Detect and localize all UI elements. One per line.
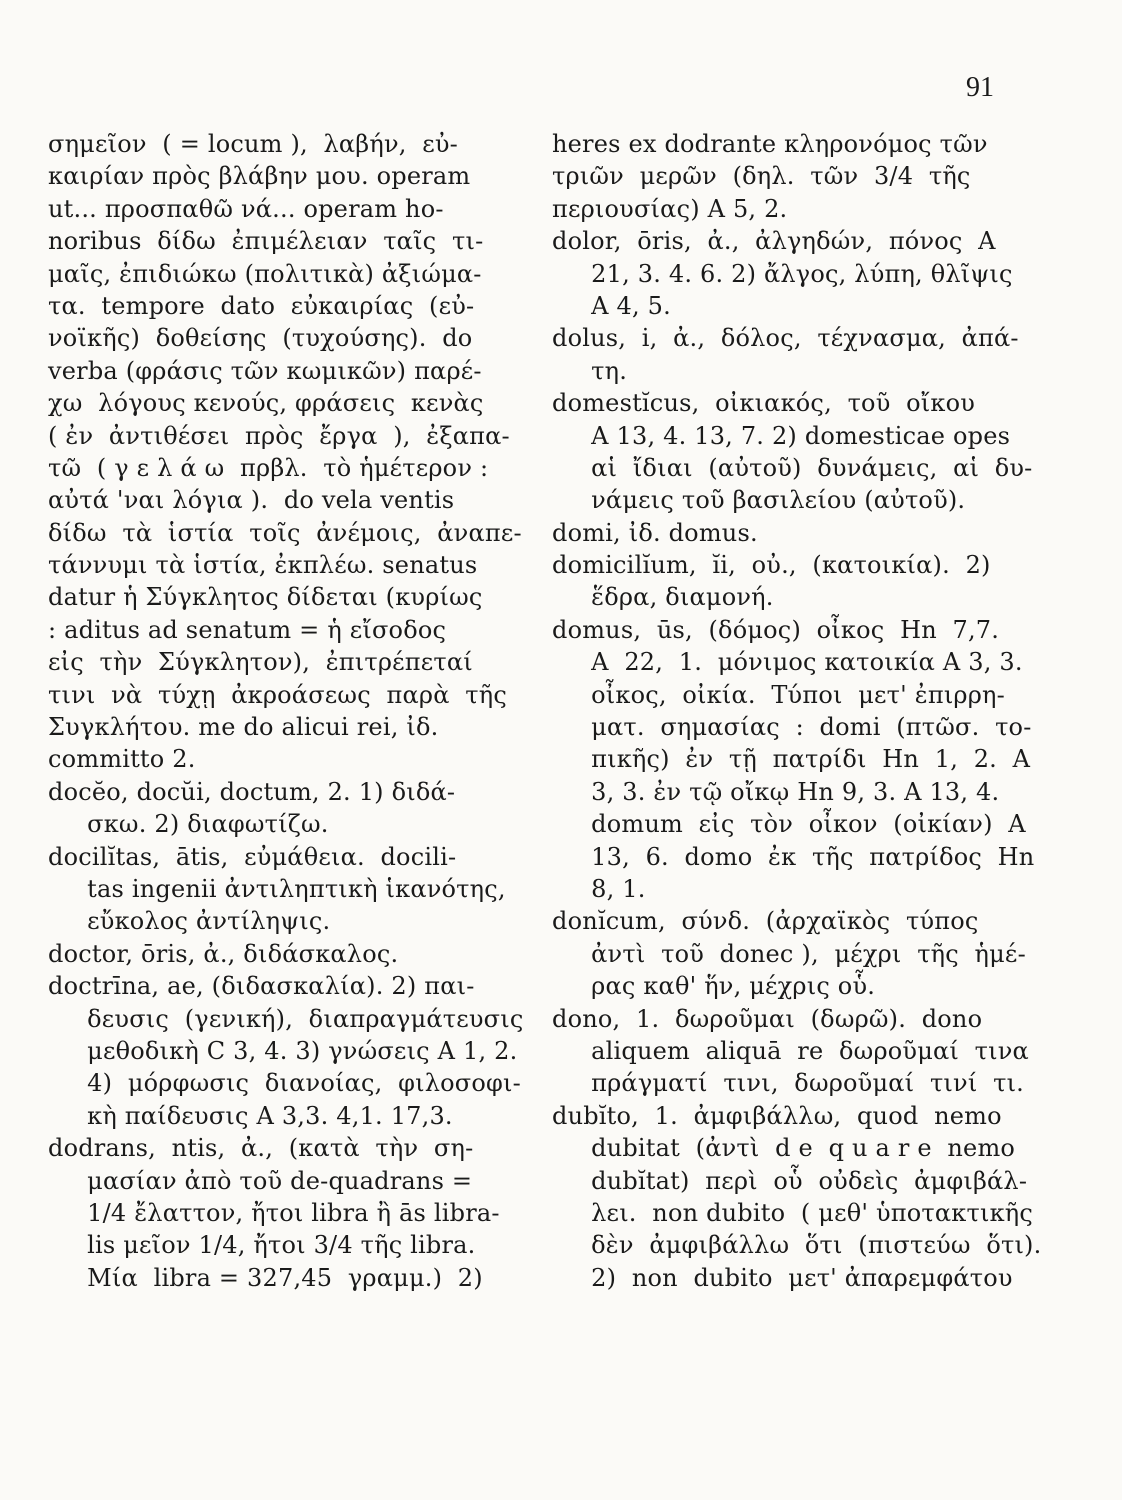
text-line: εἰς τὴν Σύγκλητον), ἐπιτρέπεταί bbox=[48, 648, 473, 677]
text-line: Συγκλήτου. me do alicui rei, ἰδ. bbox=[48, 713, 439, 742]
left-column bbox=[48, 128, 524, 1294]
text-line: περιουσίας) Α 5, 2. bbox=[552, 194, 788, 223]
text-line: 2) non dubito μετ' ἀπαρεμφάτου bbox=[552, 1263, 1013, 1292]
text-line: dodrans, ntis, ἀ., (κατὰ τὴν ση- bbox=[48, 1134, 474, 1163]
text-line: domestĭcus, οἰκιακός, τοῦ οἴκου bbox=[552, 389, 976, 418]
text-line: αὐτά 'ναι λόγια ). do vela ventis bbox=[48, 486, 455, 515]
text-line: 3, 3. ἐν τῷ οἴκῳ Hn 9, 3. Α 13, 4. bbox=[552, 777, 1000, 806]
text-line: dono, 1. δωροῦμαι (δωρῶ). dono bbox=[552, 1004, 983, 1033]
text-line: πράγματί τινι, δωροῦμαί τινί τι. bbox=[552, 1069, 1025, 1098]
text-line: καιρίαν πρὸς βλάβην μου. operam bbox=[48, 162, 471, 191]
text-line: dolor, ōris, ἀ., ἀλγηδών, πόνος Α bbox=[552, 227, 996, 256]
text-line: ρας καθ' ἥν, μέχρις οὗ. bbox=[552, 972, 876, 1001]
text-line: : aditus ad senatum = ἡ εἴσοδος bbox=[48, 615, 447, 644]
text-line: 21, 3. 4. 6. 2) ἄλγος, λύπη, θλῖψις bbox=[552, 259, 1013, 288]
text-line: οἶκος, οἰκία. Τύποι μετ' ἐπιρρη- bbox=[552, 680, 1005, 709]
text-line: δευσις (γενική), διαπραγμάτευσις bbox=[48, 1004, 524, 1033]
text-line: δὲν ἀμφιβάλλω ὅτι (πιστεύω ὅτι). bbox=[552, 1231, 1042, 1260]
text-line: ut... προσπαθῶ νά... operam ho- bbox=[48, 194, 444, 223]
text-line: 1/4 ἔλαττον, ἤτοι libra ἢ ās libra- bbox=[48, 1198, 500, 1227]
text-line: domi, ἰδ. domus. bbox=[552, 518, 758, 547]
text-line: doctor, ōris, ἀ., διδάσκαλος. bbox=[48, 939, 399, 968]
text-line: doctrīna, ae, (διδασκαλία). 2) παι- bbox=[48, 972, 475, 1001]
text-line: σκω. 2) διαφωτίζω. bbox=[48, 810, 329, 839]
text-line: docĕo, docŭi, doctum, 2. 1) διδά- bbox=[48, 777, 456, 806]
text-line: ἀντὶ τοῦ donec ), μέχρι τῆς ἡμέ- bbox=[552, 939, 1026, 968]
text-line: ( ἐν ἀντιθέσει πρὸς ἔργα ), ἐξαπα- bbox=[48, 421, 510, 450]
text-line: donĭcum, σύνδ. (ἀρχαϊκὸς τύπος bbox=[552, 907, 979, 936]
text-line: Α 13, 4. 13, 7. 2) domesticae opes bbox=[552, 421, 1011, 450]
text-line: domus, ūs, (δόμος) οἶκος Hn 7,7. bbox=[552, 615, 1000, 644]
text-line: τάννυμι τὰ ἱστία, ἐκπλέω. senatus bbox=[48, 551, 478, 580]
text-line: μαῖς, ἐπιδιώκω (πολιτικὰ) ἀξιώμα- bbox=[48, 259, 482, 288]
text-line: lis μεῖον 1/4, ἤτοι 3/4 τῆς libra. bbox=[48, 1231, 476, 1260]
text-line: τη. bbox=[552, 356, 628, 385]
text-line: committo 2. bbox=[48, 745, 196, 774]
text-line: ἕδρα, διαμονή. bbox=[552, 583, 774, 612]
text-line: μασίαν ἀπὸ τοῦ de-quadrans = bbox=[48, 1166, 473, 1195]
text-line: noribus δίδω ἐπιμέλειαν ταῖς τι- bbox=[48, 227, 484, 256]
text-line: heres ex dodrante κληρονόμος τῶν bbox=[552, 130, 988, 158]
text-line: λει. non dubito ( μεθ' ὑποτακτικῆς bbox=[552, 1198, 1033, 1227]
text-line: δίδω τὰ ἱστία τοῖς ἀνέμοις, ἀναπε- bbox=[48, 518, 522, 547]
text-line: domicilĭum, ĭi, οὐ., (κατοικία). 2) bbox=[552, 551, 991, 580]
text-line: dubĭtat) περὶ οὗ οὐδεὶς ἀμφιβάλ- bbox=[552, 1166, 1028, 1195]
text-line: dubitat (ἀντὶ d e q u a r e nemo bbox=[552, 1134, 1016, 1163]
text-line: 8, 1. bbox=[552, 874, 646, 903]
page-number: 91 bbox=[966, 72, 994, 103]
text-line: σημεῖον ( = locum ), λαβήν, εὐ- bbox=[48, 130, 458, 158]
text-line: τριῶν μερῶν (δηλ. τῶν 3/4 τῆς bbox=[552, 162, 971, 191]
text-line: πικῆς) ἐν τῇ πατρίδι Hn 1, 2. Α bbox=[552, 745, 1031, 774]
text-line: Μία libra = 327,45 γραμμ.) 2) bbox=[48, 1263, 483, 1292]
text-line: 13, 6. domo ἐκ τῆς πατρίδος Hn bbox=[552, 842, 1035, 871]
text-line: αἱ ἴδιαι (αὐτοῦ) δυνάμεις, αἱ δυ- bbox=[552, 453, 1033, 482]
text-line: ματ. σημασίας : domi (πτῶσ. το- bbox=[552, 713, 1032, 742]
text-line: κὴ παίδευσις Α 3,3. 4,1. 17,3. bbox=[48, 1101, 453, 1130]
text-line: μεθοδικὴ C 3, 4. 3) γνώσεις Α 1, 2. bbox=[48, 1036, 518, 1065]
text-line: datur ἡ Σύγκλητος δίδεται (κυρίως bbox=[48, 583, 483, 612]
text-line: χω λόγους κενούς, φράσεις κενὰς bbox=[48, 389, 484, 418]
text-line: domum εἰς τὸν οἶκον (οἰκίαν) Α bbox=[552, 810, 1026, 839]
text-line: aliquem aliquā re δωροῦμαί τινα bbox=[552, 1036, 1029, 1065]
text-line: νάμεις τοῦ βασιλείου (αὐτοῦ). bbox=[552, 486, 966, 515]
text-line: τινι νὰ τύχῃ ἀκροάσεως παρὰ τῆς bbox=[48, 680, 507, 709]
text-line: docilĭtas, ātis, εὐμάθεια. docili- bbox=[48, 842, 457, 871]
text-line: τα. tempore dato εὐκαιρίας (εὐ- bbox=[48, 291, 475, 320]
text-line: verba (φράσις τῶν κωμικῶν) παρέ- bbox=[48, 356, 482, 385]
text-line: Α 4, 5. bbox=[552, 291, 671, 320]
text-line: 4) μόρφωσις διανοίας, φιλοσοφι- bbox=[48, 1069, 521, 1098]
text-line: τῶ ( γ ε λ ά ω πρβλ. τὸ ἡμέτερον : bbox=[48, 453, 489, 482]
text-line: dubĭto, 1. ἀμφιβάλλω, quod nemo bbox=[552, 1101, 1002, 1130]
text-line: dolus, i, ἀ., δόλος, τέχνασμα, ἀπά- bbox=[552, 324, 1019, 353]
text-line: νοϊκῆς) δοθείσης (τυχούσης). do bbox=[48, 324, 473, 353]
text-line: tas ingenii ἀντιληπτικὴ ἱκανότης, bbox=[48, 874, 506, 903]
text-line: Α 22, 1. μόνιμος κατοικία Α 3, 3. bbox=[552, 648, 1023, 677]
right-column bbox=[552, 128, 1042, 1294]
text-line: εὔκολος ἀντίληψις. bbox=[48, 907, 331, 936]
